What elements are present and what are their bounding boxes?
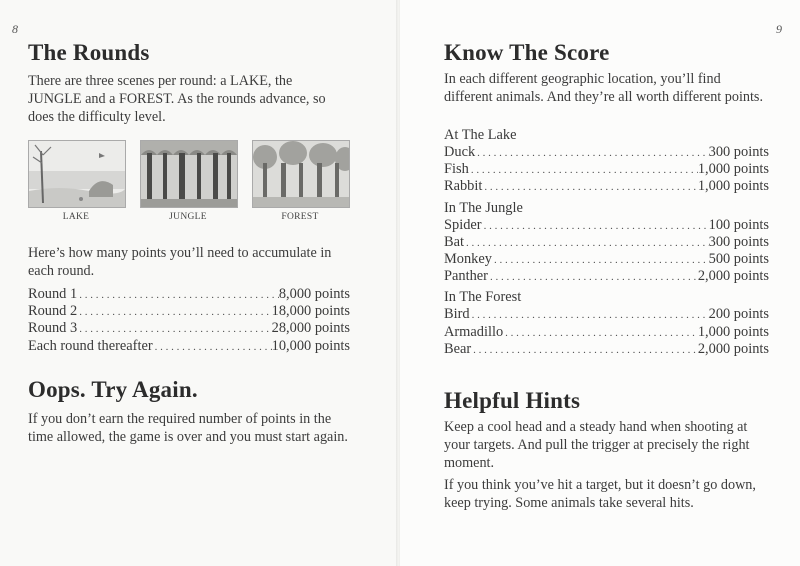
table-row bbox=[28, 303, 350, 320]
hints-text-2: If you think you’ve hit a target, but it doesn’t go down, keep trying. Some animals take several hits. bbox=[444, 477, 756, 511]
scene-forest bbox=[252, 140, 350, 222]
score-heading: Know The Score bbox=[444, 40, 610, 65]
table-row bbox=[444, 306, 769, 323]
leader-dots bbox=[470, 309, 709, 321]
table-row bbox=[444, 161, 769, 178]
scene-caption: JUNGLE bbox=[169, 212, 207, 222]
round-points: 8,000 points bbox=[278, 286, 350, 302]
animal-points: 1,000 points bbox=[697, 178, 769, 195]
leader-dots bbox=[492, 254, 709, 266]
leader-dots bbox=[488, 271, 698, 283]
animal-points: 500 points bbox=[708, 250, 769, 267]
animal-points: 100 points bbox=[708, 216, 769, 233]
leader-dots bbox=[482, 181, 697, 193]
rounds-intro: There are three scenes per round: a LAKE, the JUNGLE and a FOREST. As the rounds advance, so does the difficulty level. bbox=[28, 73, 326, 125]
animal-label: Monkey bbox=[444, 250, 492, 267]
group-title-lake: At The Lake bbox=[444, 127, 517, 143]
animal-points: 200 points bbox=[708, 306, 769, 323]
round-points: 18,000 points bbox=[271, 303, 350, 320]
jungle-scene-image bbox=[140, 140, 238, 208]
round-label: Round 3 bbox=[28, 320, 78, 337]
table-row bbox=[444, 217, 769, 234]
leader-dots bbox=[464, 237, 709, 249]
page-number: 8 bbox=[12, 22, 18, 36]
animal-label: Rabbit bbox=[444, 178, 483, 195]
table-row bbox=[444, 234, 769, 251]
scene-caption: LAKE bbox=[62, 212, 90, 222]
group-title-forest: In The Forest bbox=[444, 289, 522, 306]
animal-points-table bbox=[444, 126, 769, 358]
scene-caption: FOREST bbox=[281, 212, 319, 222]
rounds-points-table bbox=[28, 286, 350, 355]
leader-dots bbox=[77, 306, 271, 318]
leader-dots bbox=[77, 323, 271, 335]
rounds-heading: The Rounds bbox=[28, 40, 150, 65]
table-row bbox=[444, 251, 769, 268]
animal-label: Panther bbox=[444, 268, 488, 285]
scene-jungle bbox=[140, 140, 238, 222]
round-points: 28,000 points bbox=[271, 320, 350, 337]
leader-dots bbox=[471, 344, 698, 356]
animal-label: Spider bbox=[444, 216, 482, 233]
lake-scene-image bbox=[28, 140, 126, 208]
table-row bbox=[28, 320, 350, 337]
table-row bbox=[444, 324, 769, 341]
round-label: Round 1 bbox=[28, 286, 78, 302]
oops-heading: Oops. Try Again. bbox=[28, 377, 198, 402]
animal-label: Duck bbox=[444, 144, 476, 160]
animal-points: 300 points bbox=[708, 144, 769, 160]
table-row bbox=[28, 338, 350, 355]
table-row bbox=[28, 286, 350, 303]
score-intro: In each different geographic location, you’ll find different animals. And they’re all worth different points. bbox=[444, 71, 764, 105]
left-page bbox=[0, 0, 398, 566]
animal-label: Bat bbox=[444, 233, 464, 250]
table-row bbox=[444, 144, 769, 161]
hints-heading: Helpful Hints bbox=[444, 388, 581, 413]
forest-scene-image bbox=[252, 140, 350, 208]
leader-dots bbox=[153, 341, 272, 353]
table-row bbox=[444, 178, 769, 195]
round-points: 10,000 points bbox=[271, 337, 350, 354]
animal-label: Armadillo bbox=[444, 323, 504, 340]
animal-points: 2,000 points bbox=[697, 340, 769, 357]
group-title-jungle: In The Jungle bbox=[444, 199, 523, 216]
oops-text: If you don’t earn the required number of points in the time allowed, the game is over and you must start again. bbox=[28, 411, 348, 445]
animal-points: 1,000 points bbox=[697, 323, 769, 340]
animal-label: Bird bbox=[444, 306, 470, 323]
animal-label: Bear bbox=[444, 340, 472, 357]
scene-lake bbox=[28, 140, 126, 222]
table-row bbox=[444, 268, 769, 285]
right-page bbox=[400, 0, 800, 566]
animal-points: 1,000 points bbox=[697, 161, 769, 178]
animal-points: 2,000 points bbox=[697, 268, 769, 285]
leader-dots bbox=[503, 327, 698, 339]
leader-dots bbox=[77, 289, 279, 301]
hints-text-1: Keep a cool head and a steady hand when shooting at your targets. And pull the trigger at precisely the right moment. bbox=[444, 419, 750, 471]
table-row bbox=[444, 341, 769, 358]
points-intro: Here’s how many points you’ll need to accumulate in each round. bbox=[28, 245, 332, 279]
animal-label: Fish bbox=[444, 161, 469, 178]
leader-dots bbox=[475, 147, 708, 159]
page-number: 9 bbox=[776, 22, 782, 36]
animal-points: 300 points bbox=[708, 233, 769, 250]
round-label: Round 2 bbox=[28, 303, 78, 320]
leader-dots bbox=[482, 220, 709, 232]
leader-dots bbox=[469, 164, 698, 176]
round-label: Each round thereafter bbox=[28, 337, 153, 354]
